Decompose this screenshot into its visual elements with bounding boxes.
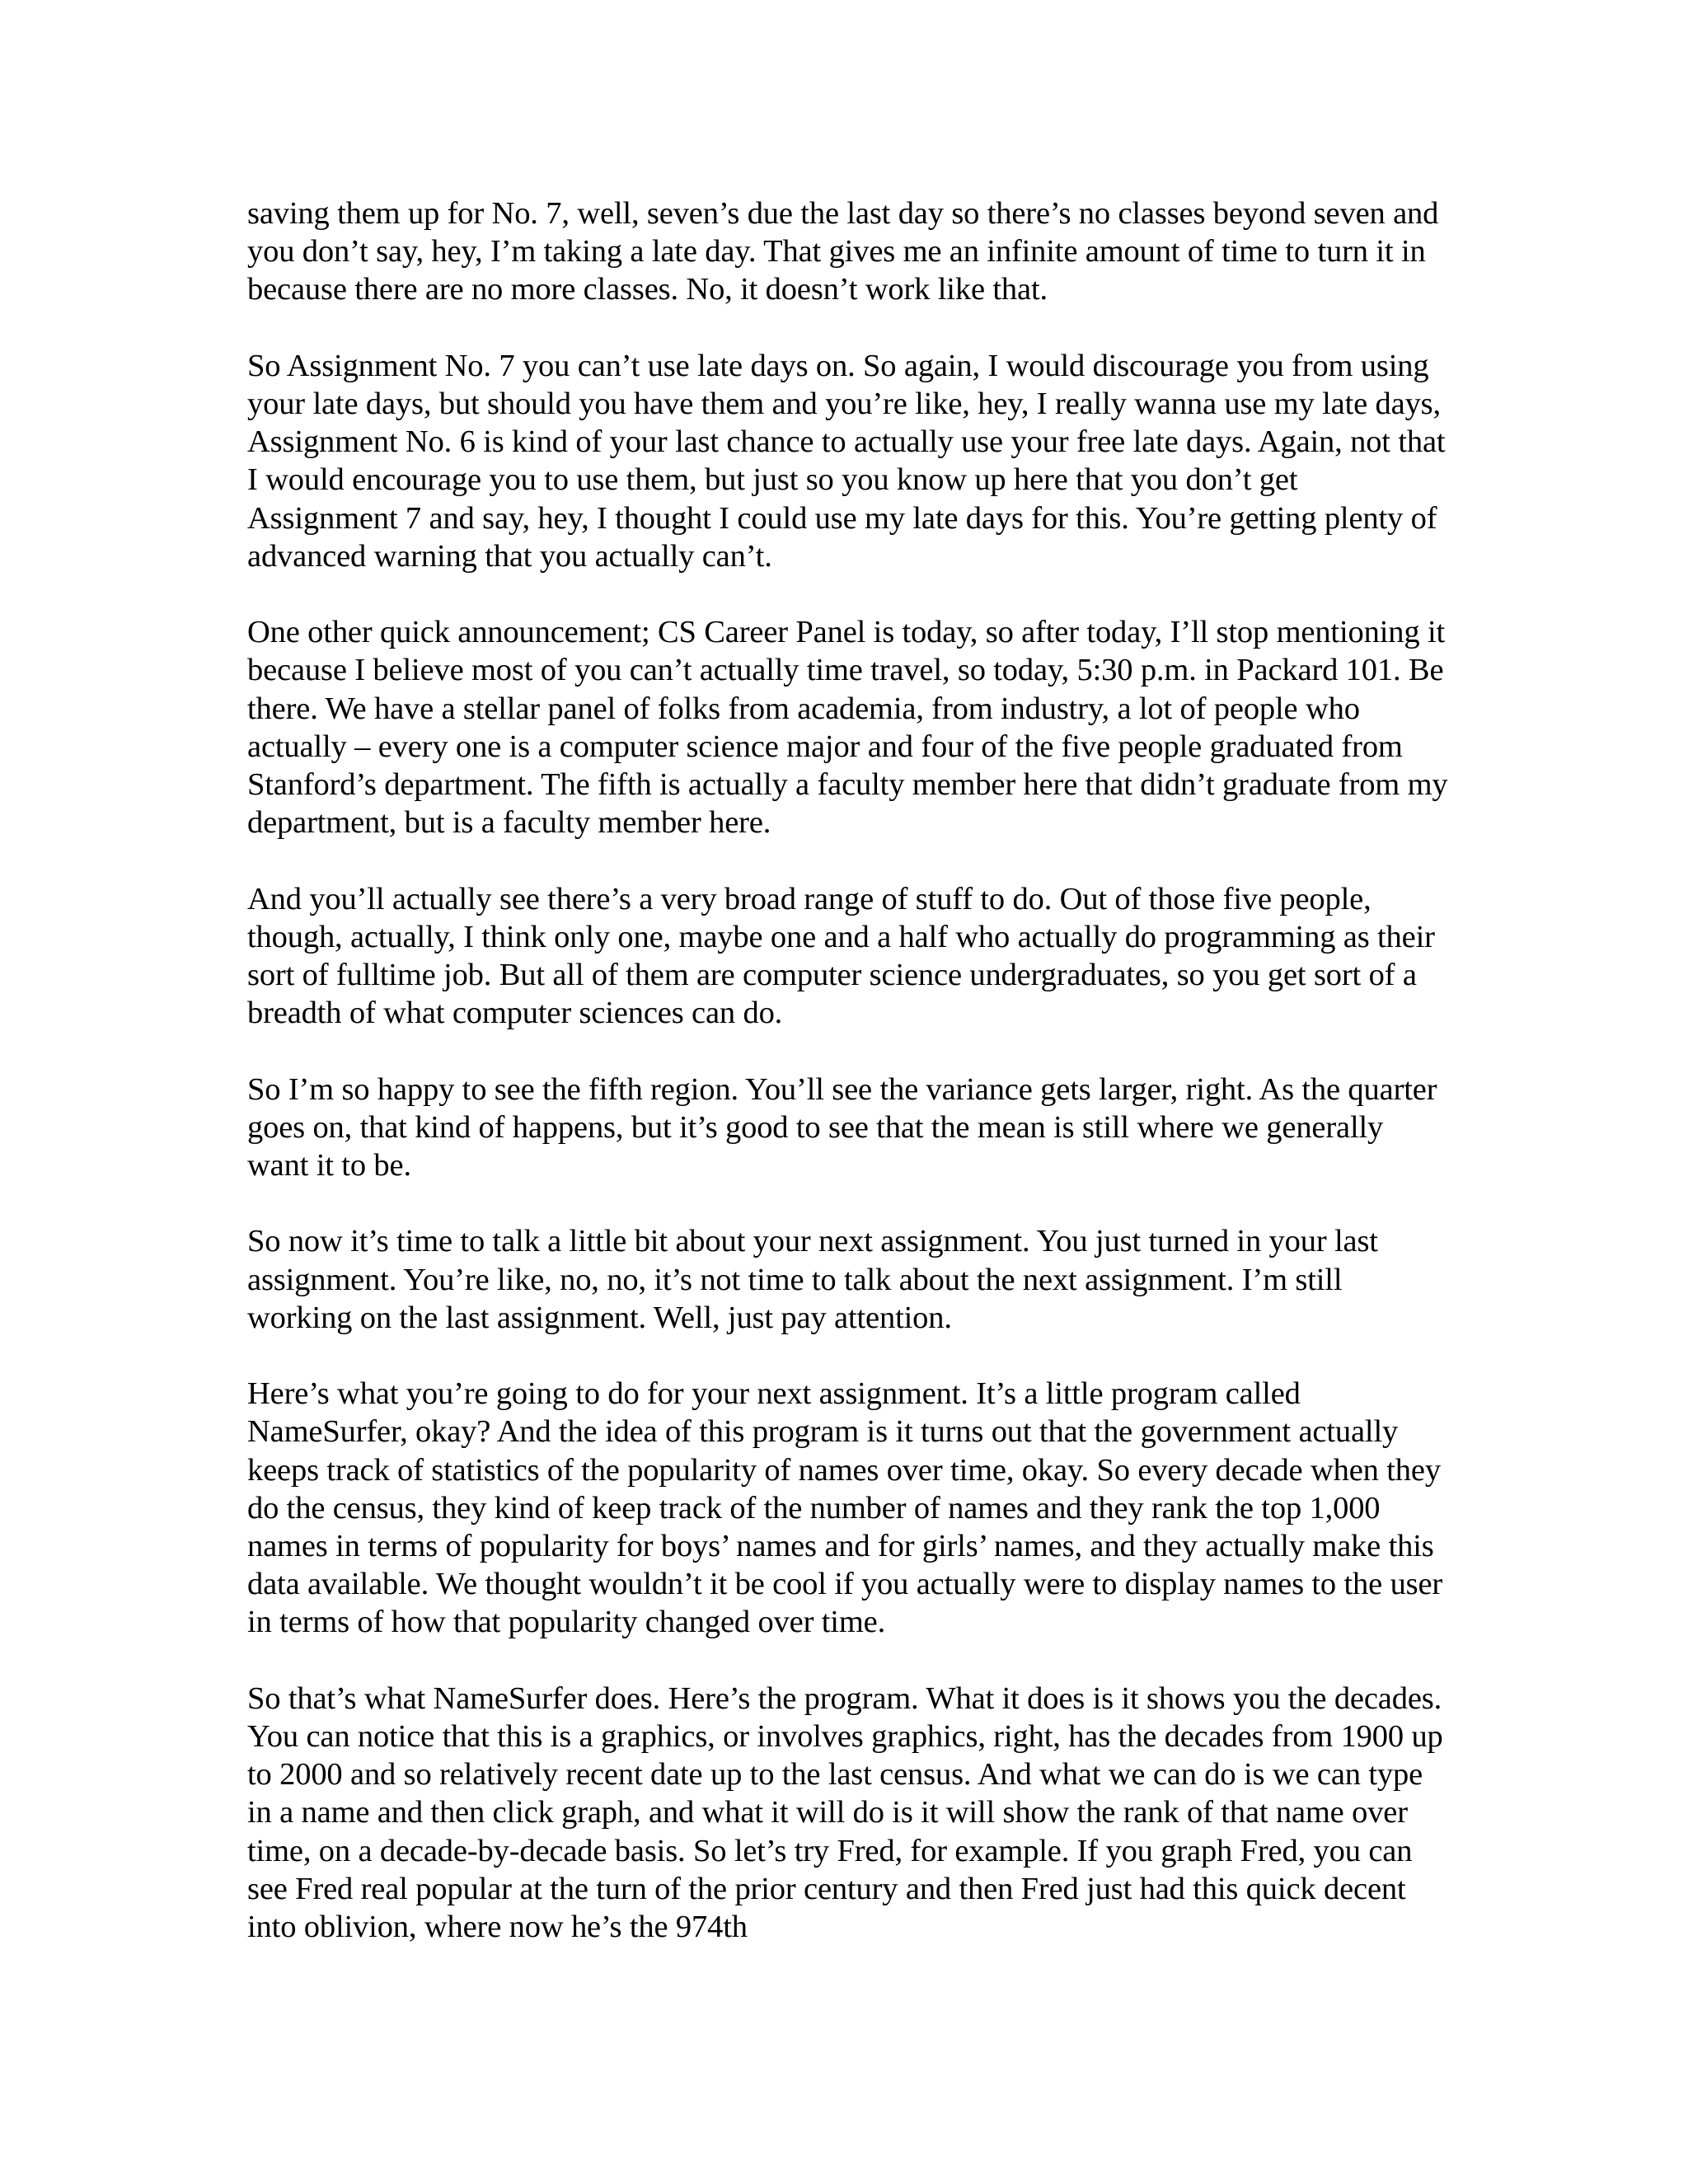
paragraph-2: So Assignment No. 7 you can’t use late days on. So again, I would discourage you from using your late days, but should you have them and you’re like, hey, I really wanna use my late days, Assignment No. 6 is kind of your last chance to actually use your free late days. Again, not that I would encourage you to use them, but just so you know up here that you don’t get Assignment 7 and say, hey, I thought I could use my late days for this. You’re getting plenty of advanced warning that you actually can’t. [247, 348, 1446, 574]
paragraph-8: So that’s what NameSurfer does. Here’s the program. What it does is it shows you the decades. You can notice that this is a graphics, or involves graphics, right, has the decades from 1900 up to 2000 and so relatively recent date up to the last census. And what we can do is we can type in a name and then click graph, and what it will do is it will show the rank of that name over time, on a decade-by-decade basis. So let’s try Fred, for example. If you graph Fred, you can see Fred real popular at the turn of the prior century and then Fred just had this quick decent into oblivion, where now he’s the 974th [247, 1680, 1443, 1945]
paragraph-7: Here’s what you’re going to do for your next assignment. It’s a little program called NameSurfer, okay? And the idea of this program is it turns out that the government actually keeps track of statistics of the popularity of names over time, okay. So every decade when they do the census, they kind of keep track of the number of names and they rank the top 1,000 names in terms of popularity for boys’ names and for girls’ names, and they actually make this data available. We thought wouldn’t it be cool if you actually were to display names to the user in terms of how that popularity changed over time. [247, 1376, 1443, 1640]
paragraph-5: So I’m so happy to see the fifth region. You’ll see the variance gets larger, right. As the quarter goes on, that kind of happens, but it’s good to see that the mean is still where we generally want it to be. [247, 1071, 1437, 1183]
paragraph-6: So now it’s time to talk a little bit about your next assignment. You just turned in your last assignment. You’re like, no, no, it’s not time to talk about the next assignment. I’m still working on the last assignment. Well, just pay attention. [247, 1224, 1378, 1335]
paragraph-1: saving them up for No. 7, well, seven’s due the last day so there’s no classes beyond seven and you don’t say, hey, I’m taking a late day. That gives me an infinite amount of time to turn it in because there are no more classes. No, it doesn’t work like that. [247, 196, 1439, 307]
paragraph-3: One other quick announcement; CS Career Panel is today, so after today, I’ll stop mentioning it because I believe most of you can’t actually time travel, so today, 5:30 p.m. in Packard 101. Be there. We have a stellar panel of folks from academia, from industry, a lot of people who actually – every one is a computer science major and four of the five people graduated from Stanford’s department. The fifth is actually a faculty member here that didn’t graduate from my department, but is a faculty member here. [247, 615, 1448, 841]
paragraph-4: And you’ll actually see there’s a very broad range of stuff to do. Out of those five people, though, actually, I think only one, maybe one and a half who actually do programming as their sort of fulltime job. But all of them are computer science undergraduates, so you get sort of a breadth of what computer sciences can do. [247, 881, 1435, 1031]
transcript-body [247, 194, 1451, 1946]
